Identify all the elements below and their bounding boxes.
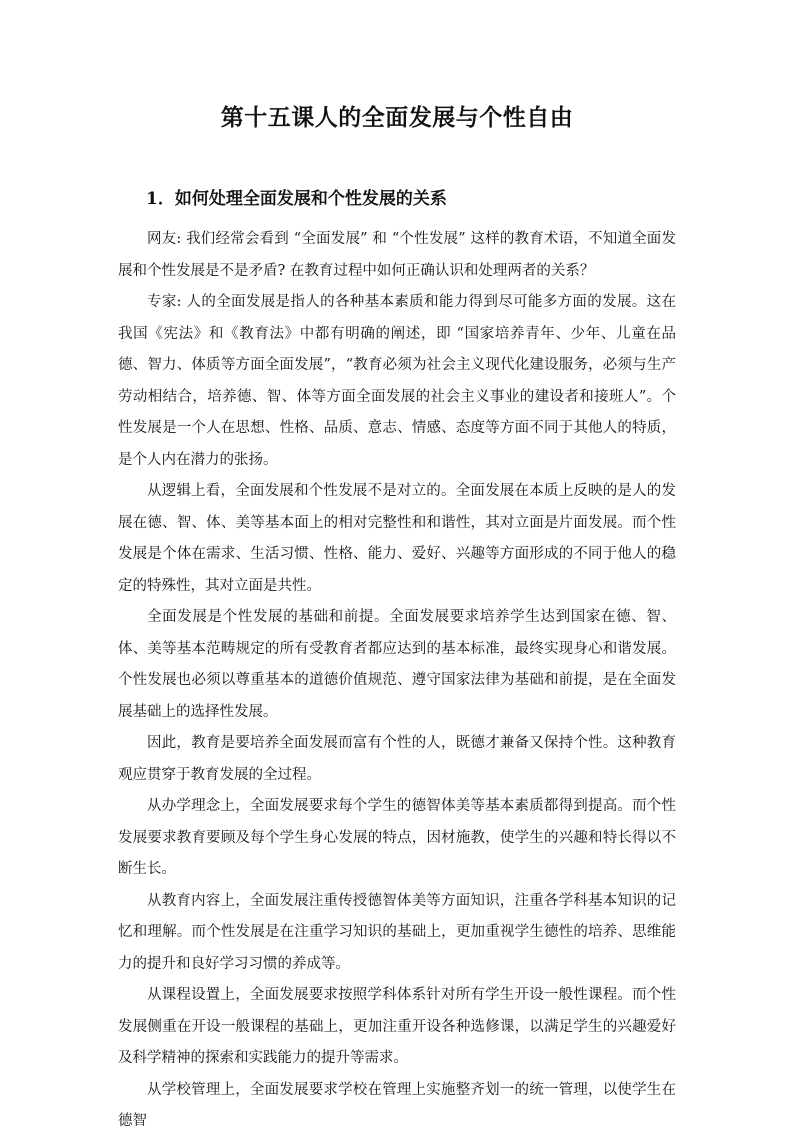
- paragraph-management: 从学校管理上，全面发展要求学校在管理上实施整齐划一的统一管理，以使学生在德智: [118, 1081, 676, 1129]
- paragraph-expert-definition: 专家: 人的全面发展是指人的各种基本素质和能力得到尽可能多方面的发展。这在我国《宪法》和《教育法》中都有明确的阐述，即 “国家培养青年、少年、儿童在品德、智力、体质等方面全面发展”，“教育必须为社会主义现代化建设服务，必须与生产劳动相结合，培养德、智、体等方面全面发展的社会主义事业的建设者和接班人”。个性发展是一个人在思想、性格、品质、意志、情感、态度等方面不同于其他人的特质，是个人内在潜力的张扬。: [118, 294, 676, 468]
- paragraph-question: 网友: 我们经常会看到 “全面发展” 和 “个性发展” 这样的教育术语，不知道全面发展和个性发展是不是矛盾? 在教育过程中如何正确认识和处理两者的关系？: [118, 231, 676, 279]
- paragraph-curriculum: 从课程设置上，全面发展要求按照学科体系针对所有学生开设一般性课程。而个性发展侧重在开设一般课程的基础上，更加注重开设各种选修课，以满足学生的兴趣爱好及科学精神的探索和实践能力的提升等需求。: [118, 987, 676, 1066]
- page-title: 第十五课人的全面发展与个性自由: [220, 104, 574, 131]
- paragraph-content: 从教育内容上，全面发展注重传授德智体美等方面知识，注重各学科基本知识的记忆和理解。而个性发展是在注重学习知识的基础上，更加重视学生德性的培养、思维能力的提升和良好学习习惯的养成等。: [118, 892, 676, 972]
- paragraph-conclusion: 因此，教育是要培养全面发展而富有个性的人，既德才兼备又保持个性。这种教育观应贯穿于教育发展的全过程。: [118, 735, 676, 783]
- paragraph-philosophy: 从办学理念上，全面发展要求每个学生的德智体美等基本素质都得到提高。而个性发展要求教育要顾及每个学生身心发展的特点，因材施教，使学生的兴趣和特长得以不断生长。: [118, 798, 676, 877]
- paragraph-foundation: 全面发展是个性发展的基础和前提。全面发展要求培养学生达到国家在德、智、体、美等基本范畴规定的所有受教育者都应达到的基本标准，最终实现身心和谐发展。个性发展也必须以尊重基本的道德价值规范、遵守国家法律为基础和前提，是在全面发展基础上的选择性发展。: [118, 609, 676, 720]
- paragraph-logic: 从逻辑上看，全面发展和个性发展不是对立的。全面发展在本质上反映的是人的发展在德、智、体、美等基本面上的相对完整性和和谐性，其对立面是片面发展。而个性发展是个体在需求、生活习惯、性格、能力、爱好、兴趣等方面形成的不同于他人的稳定的特殊性，其对立面是共性。: [118, 483, 676, 594]
- section-heading: 1．如何处理全面发展和个性发展的关系: [146, 189, 447, 209]
